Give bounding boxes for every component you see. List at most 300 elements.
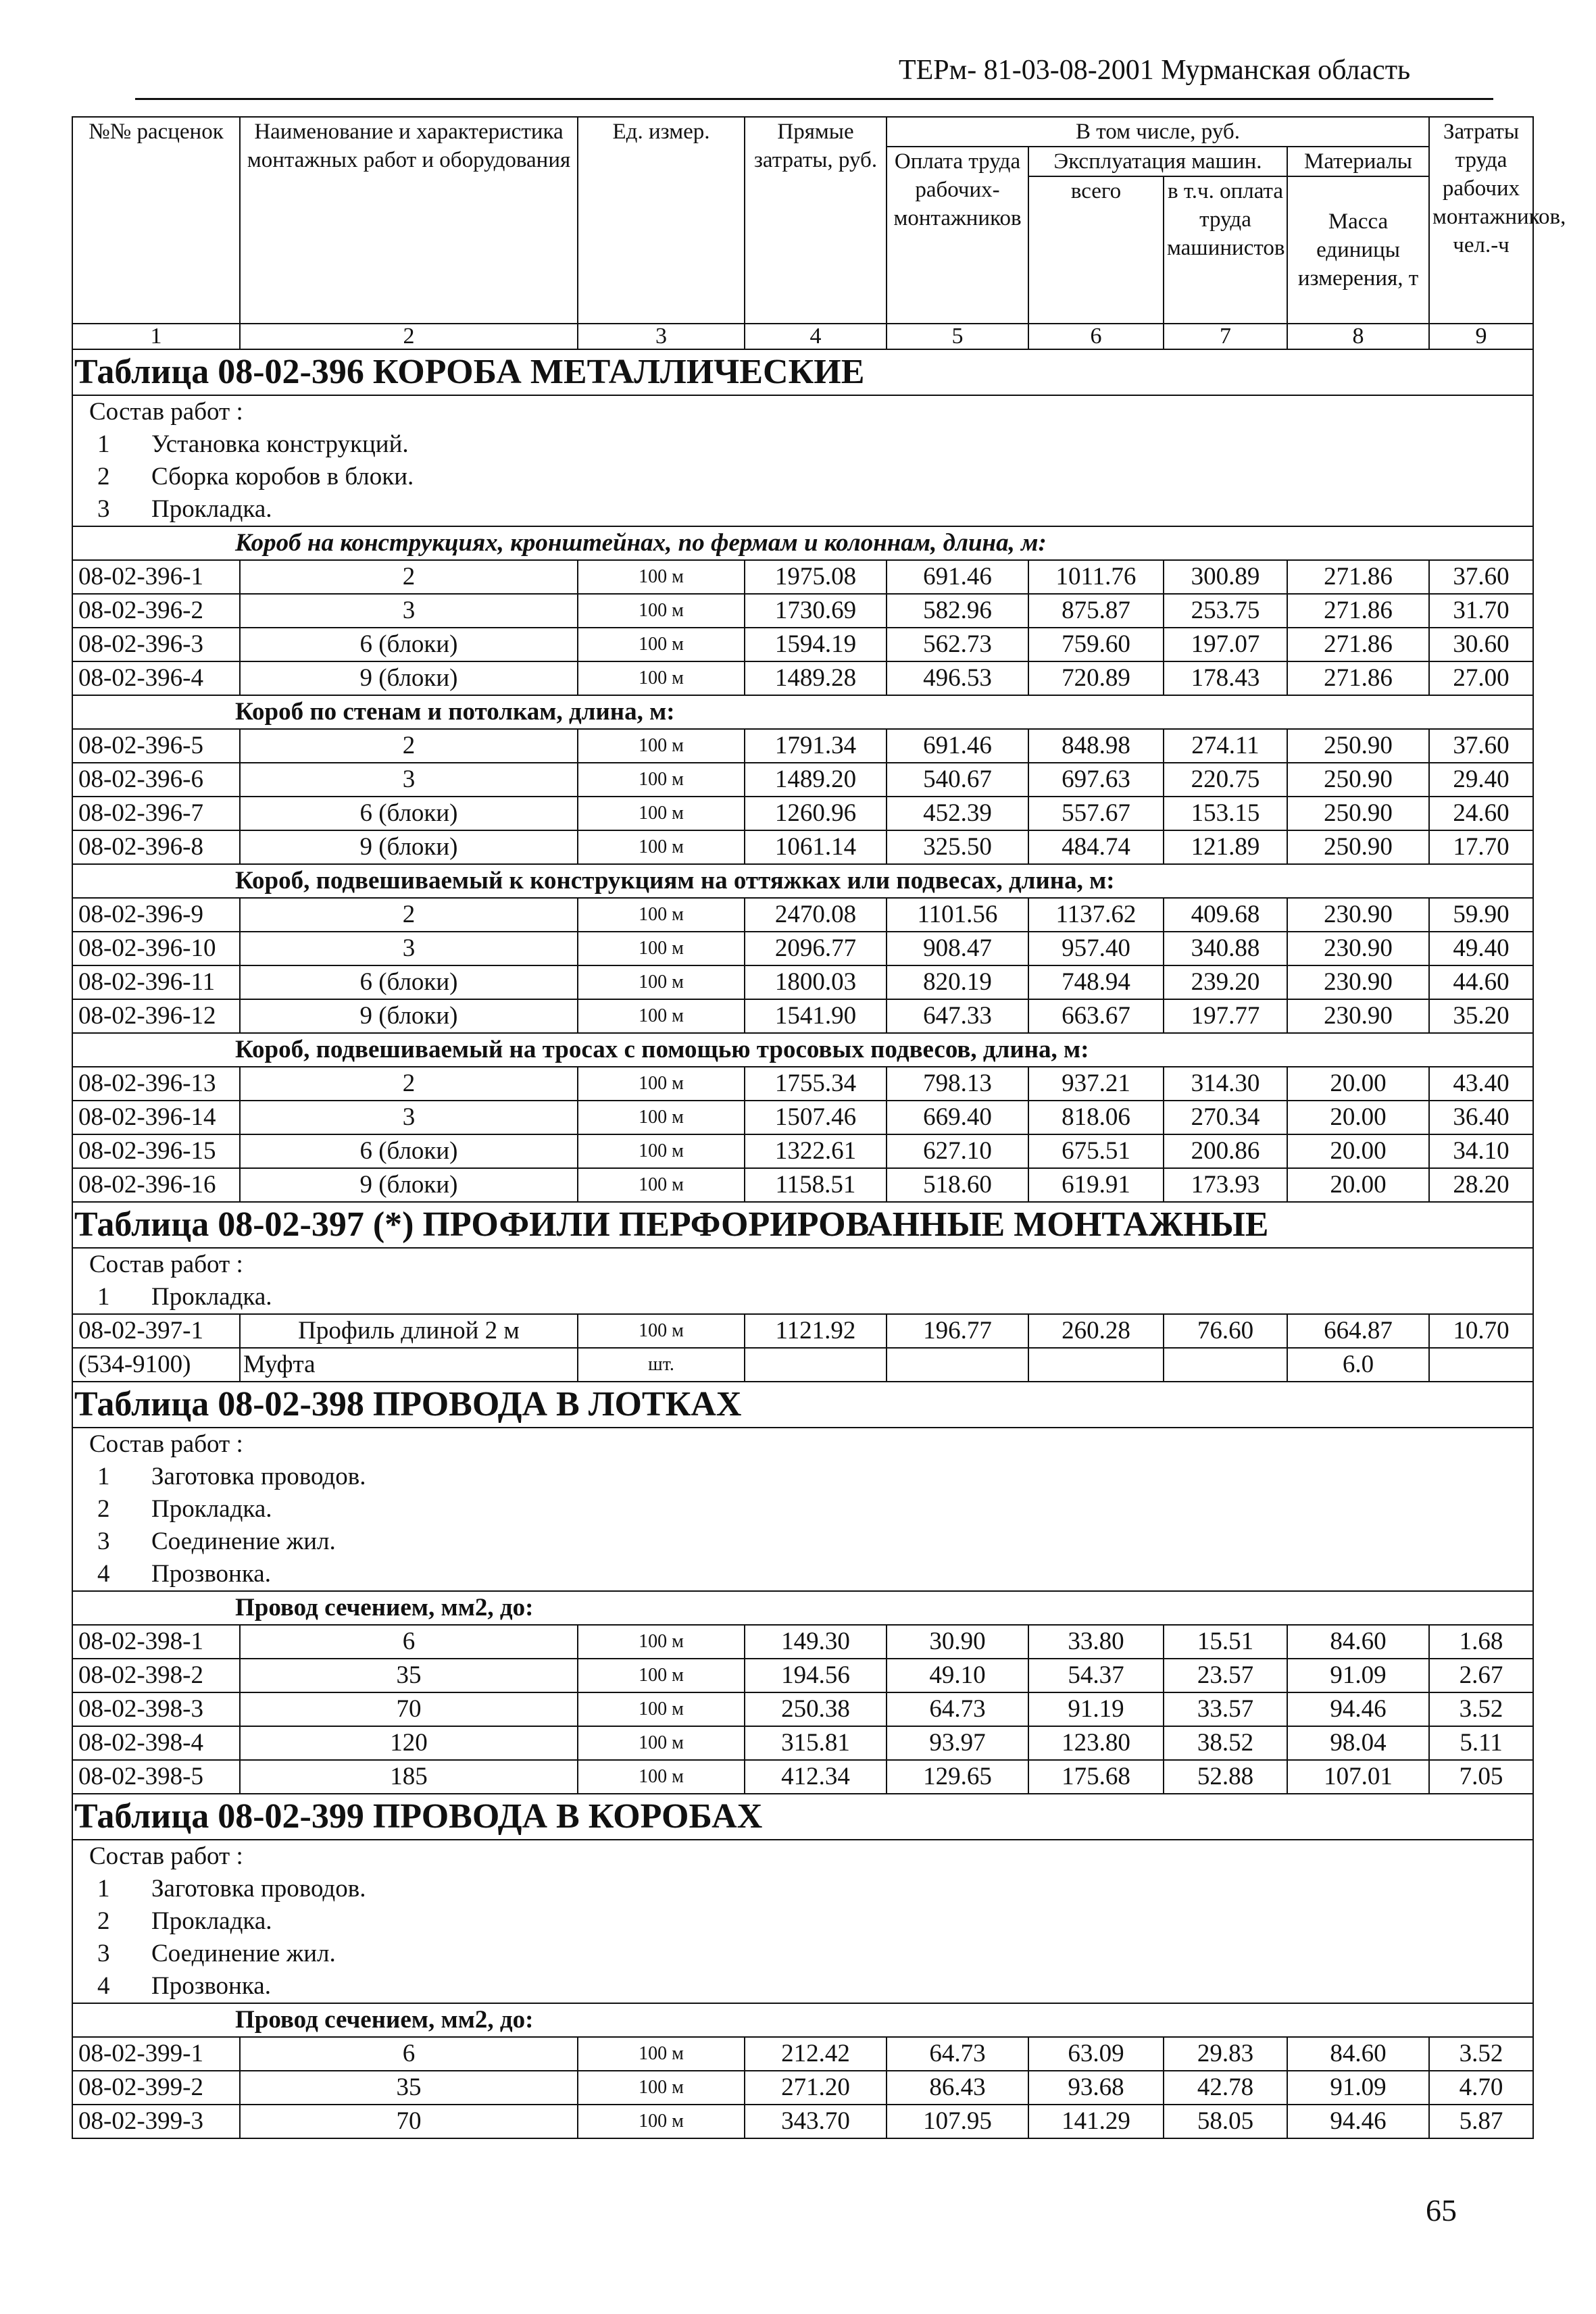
col-number: 8 — [1287, 324, 1429, 349]
rate-unit: 100 м — [578, 1760, 745, 1794]
labor-hours: 36.40 — [1429, 1101, 1533, 1134]
machines-labor: 340.88 — [1164, 932, 1287, 965]
rate-name: 9 (блоки) — [240, 661, 578, 695]
machines-labor: 29.83 — [1164, 2037, 1287, 2071]
materials-mass: 230.90 — [1287, 999, 1429, 1033]
rate-name: 9 (блоки) — [240, 830, 578, 864]
rate-code: 08-02-396-7 — [72, 797, 240, 830]
composition-row — [72, 1493, 1533, 1526]
machines-total: 875.87 — [1028, 594, 1164, 628]
table-row — [72, 1314, 1533, 1348]
col-mass-header: Масса единицы измерения, т — [1287, 176, 1429, 324]
rate-unit: 100 м — [578, 797, 745, 830]
col-number: 3 — [578, 324, 745, 349]
composition-row — [72, 428, 1533, 461]
col-machines-labor-header: в т.ч. оплата труда машинистов — [1164, 176, 1287, 324]
rate-code: 08-02-396-2 — [72, 594, 240, 628]
machines-total: 54.37 — [1028, 1659, 1164, 1692]
machines-total: 748.94 — [1028, 965, 1164, 999]
rate-code: 08-02-396-8 — [72, 830, 240, 864]
rate-unit: 100 м — [578, 594, 745, 628]
composition-step — [72, 1461, 1533, 1493]
machines-total: 175.68 — [1028, 1760, 1164, 1794]
machines-total: 260.28 — [1028, 1314, 1164, 1348]
rate-unit: 100 м — [578, 628, 745, 661]
machines-labor: 52.88 — [1164, 1760, 1287, 1794]
rate-unit: 100 м — [578, 2037, 745, 2071]
machines-total: 484.74 — [1028, 830, 1164, 864]
empty-cell — [887, 1348, 1028, 1382]
rate-code: 08-02-396-6 — [72, 763, 240, 797]
labor-hours: 24.60 — [1429, 797, 1533, 830]
labor-pay: 691.46 — [887, 560, 1028, 594]
machines-labor: 253.75 — [1164, 594, 1287, 628]
labor-pay: 107.95 — [887, 2105, 1028, 2138]
composition-row — [72, 1281, 1533, 1314]
col-unit-header: Ед. измер. — [578, 117, 745, 324]
step-text: Прозвонка. — [151, 1972, 271, 2000]
rate-unit: 100 м — [578, 1101, 745, 1134]
rate-name: 70 — [240, 2105, 578, 2138]
machines-total: 848.98 — [1028, 729, 1164, 763]
direct-cost: 1121.92 — [745, 1314, 887, 1348]
rate-name: Профиль длиной 2 м — [240, 1314, 578, 1348]
rate-unit: 100 м — [578, 965, 745, 999]
rate-name: 6 (блоки) — [240, 797, 578, 830]
machines-total: 663.67 — [1028, 999, 1164, 1033]
labor-hours: 49.40 — [1429, 932, 1533, 965]
labor-pay: 325.50 — [887, 830, 1028, 864]
col-name-header: Наименование и характеристика монтажных работ и оборудования — [240, 117, 578, 324]
machines-total: 937.21 — [1028, 1067, 1164, 1101]
step-number: 4 — [97, 1972, 110, 2000]
group-heading: Короб на конструкциях, кронштейнах, по фермам и колоннам, длина, м: — [72, 526, 1533, 560]
direct-cost: 2096.77 — [745, 932, 887, 965]
table-row — [72, 729, 1533, 763]
labor-pay: 562.73 — [887, 628, 1028, 661]
composition-step — [72, 493, 1533, 526]
material-mass: 6.0 — [1287, 1348, 1429, 1382]
direct-cost: 1594.19 — [745, 628, 887, 661]
group-heading-row — [72, 2003, 1533, 2037]
table-title-row — [72, 1794, 1533, 1840]
composition-row — [72, 1248, 1533, 1281]
machines-labor: 314.30 — [1164, 1067, 1287, 1101]
rate-unit: 100 м — [578, 1314, 745, 1348]
direct-cost: 1489.28 — [745, 661, 887, 695]
table-title-row — [72, 1382, 1533, 1428]
rate-unit: 100 м — [578, 1134, 745, 1168]
page-number: 65 — [1426, 2193, 1457, 2228]
labor-hours: 7.05 — [1429, 1760, 1533, 1794]
composition-row — [72, 1840, 1533, 1873]
rate-code: 08-02-396-13 — [72, 1067, 240, 1101]
col-number: 1 — [72, 324, 240, 349]
materials-mass: 107.01 — [1287, 1760, 1429, 1794]
direct-cost: 1755.34 — [745, 1067, 887, 1101]
direct-cost: 1322.61 — [745, 1134, 887, 1168]
step-text: Прозвонка. — [151, 1560, 271, 1588]
table-row — [72, 932, 1533, 965]
rate-name: 3 — [240, 932, 578, 965]
machines-labor: 270.34 — [1164, 1101, 1287, 1134]
table-row — [72, 1726, 1533, 1760]
rate-name: 9 (блоки) — [240, 1168, 578, 1202]
labor-hours: 4.70 — [1429, 2071, 1533, 2105]
materials-mass: 84.60 — [1287, 2037, 1429, 2071]
composition-row — [72, 1905, 1533, 1938]
labor-hours: 2.67 — [1429, 1659, 1533, 1692]
machines-labor: 178.43 — [1164, 661, 1287, 695]
col-machines-total-header: всего — [1028, 176, 1164, 324]
materials-mass: 664.87 — [1287, 1314, 1429, 1348]
col-number: 2 — [240, 324, 578, 349]
labor-hours: 34.10 — [1429, 1134, 1533, 1168]
rate-code: 08-02-398-1 — [72, 1625, 240, 1659]
materials-mass: 271.86 — [1287, 661, 1429, 695]
rate-name: 35 — [240, 1659, 578, 1692]
labor-pay: 518.60 — [887, 1168, 1028, 1202]
composition-row — [72, 1558, 1533, 1591]
materials-mass: 20.00 — [1287, 1134, 1429, 1168]
step-number: 1 — [97, 1283, 110, 1311]
machines-total: 91.19 — [1028, 1692, 1164, 1726]
materials-mass: 230.90 — [1287, 898, 1429, 932]
composition-step — [72, 1938, 1533, 1970]
rate-name: 6 — [240, 2037, 578, 2071]
labor-pay: 627.10 — [887, 1134, 1028, 1168]
empty-cell — [1164, 1348, 1287, 1382]
rate-code: 08-02-396-14 — [72, 1101, 240, 1134]
materials-mass: 20.00 — [1287, 1101, 1429, 1134]
table-row — [72, 661, 1533, 695]
machines-labor: 239.20 — [1164, 965, 1287, 999]
labor-pay: 820.19 — [887, 965, 1028, 999]
col-machines-header: Эксплуатация машин. — [1028, 147, 1287, 176]
table-row — [72, 898, 1533, 932]
labor-pay: 93.97 — [887, 1726, 1028, 1760]
labor-hours: 17.70 — [1429, 830, 1533, 864]
rate-code: 08-02-399-1 — [72, 2037, 240, 2071]
labor-pay: 196.77 — [887, 1314, 1028, 1348]
labor-hours: 5.11 — [1429, 1726, 1533, 1760]
machines-labor: 409.68 — [1164, 898, 1287, 932]
machines-total: 720.89 — [1028, 661, 1164, 695]
table-title-row — [72, 349, 1533, 395]
machines-total: 957.40 — [1028, 932, 1164, 965]
rate-name: 6 (блоки) — [240, 1134, 578, 1168]
labor-hours: 5.87 — [1429, 2105, 1533, 2138]
step-number: 2 — [97, 463, 110, 491]
step-text: Заготовка проводов. — [151, 1875, 366, 1903]
composition-row — [72, 1938, 1533, 1970]
labor-pay: 669.40 — [887, 1101, 1028, 1134]
group-heading: Провод сечением, мм2, до: — [72, 2003, 1533, 2037]
rate-name: 3 — [240, 594, 578, 628]
rate-unit: 100 м — [578, 999, 745, 1033]
labor-hours: 10.70 — [1429, 1314, 1533, 1348]
step-text: Прокладка. — [151, 1907, 272, 1935]
labor-pay: 582.96 — [887, 594, 1028, 628]
col-number: 4 — [745, 324, 887, 349]
composition-step — [72, 461, 1533, 493]
table-row — [72, 594, 1533, 628]
composition-step — [72, 1493, 1533, 1526]
labor-hours: 29.40 — [1429, 763, 1533, 797]
step-number: 2 — [97, 1495, 110, 1523]
machines-total: 1011.76 — [1028, 560, 1164, 594]
rate-unit: 100 м — [578, 2105, 745, 2138]
empty-cell — [1028, 1348, 1164, 1382]
materials-mass: 91.09 — [1287, 2071, 1429, 2105]
composition-row — [72, 1461, 1533, 1493]
machines-labor: 220.75 — [1164, 763, 1287, 797]
step-number: 1 — [97, 1875, 110, 1903]
materials-mass: 20.00 — [1287, 1168, 1429, 1202]
step-text: Прокладка. — [151, 1495, 272, 1523]
group-heading-row — [72, 695, 1533, 729]
table-row — [72, 797, 1533, 830]
rate-name: 120 — [240, 1726, 578, 1760]
machines-total: 141.29 — [1028, 2105, 1164, 2138]
direct-cost: 212.42 — [745, 2037, 887, 2071]
rate-code: 08-02-399-3 — [72, 2105, 240, 2138]
table-row — [72, 830, 1533, 864]
rate-code: 08-02-396-1 — [72, 560, 240, 594]
direct-cost: 149.30 — [745, 1625, 887, 1659]
table-row — [72, 560, 1533, 594]
rate-name: 2 — [240, 898, 578, 932]
col-number: 5 — [887, 324, 1028, 349]
composition-row — [72, 493, 1533, 526]
direct-cost: 1489.20 — [745, 763, 887, 797]
materials-mass: 250.90 — [1287, 797, 1429, 830]
labor-hours: 35.20 — [1429, 999, 1533, 1033]
col-number: 7 — [1164, 324, 1287, 349]
empty-cell — [1429, 1348, 1533, 1382]
materials-mass: 250.90 — [1287, 763, 1429, 797]
table-row — [72, 965, 1533, 999]
labor-pay: 908.47 — [887, 932, 1028, 965]
step-number: 1 — [97, 1463, 110, 1490]
machines-labor: 42.78 — [1164, 2071, 1287, 2105]
labor-pay: 691.46 — [887, 729, 1028, 763]
composition-label: Состав работ : — [72, 1248, 1533, 1281]
machines-labor: 153.15 — [1164, 797, 1287, 830]
table-title: Таблица 08-02-399 ПРОВОДА В КОРОБАХ — [72, 1794, 1533, 1840]
direct-cost: 2470.08 — [745, 898, 887, 932]
rate-name: 35 — [240, 2071, 578, 2105]
direct-cost: 194.56 — [745, 1659, 887, 1692]
rate-code: 08-02-396-4 — [72, 661, 240, 695]
rates-table — [72, 116, 1566, 2139]
labor-pay: 64.73 — [887, 1692, 1028, 1726]
labor-pay: 49.10 — [887, 1659, 1028, 1692]
rate-name: 70 — [240, 1692, 578, 1726]
table-title: Таблица 08-02-397 (*) ПРОФИЛИ ПЕРФОРИРОВАННЫЕ МОНТАЖНЫЕ — [72, 1202, 1533, 1248]
materials-mass: 250.90 — [1287, 830, 1429, 864]
labor-hours: 27.00 — [1429, 661, 1533, 695]
machines-labor: 58.05 — [1164, 2105, 1287, 2138]
materials-mass: 20.00 — [1287, 1067, 1429, 1101]
materials-mass: 94.46 — [1287, 1692, 1429, 1726]
materials-mass: 271.86 — [1287, 628, 1429, 661]
table-row — [72, 1101, 1533, 1134]
rate-unit: 100 м — [578, 763, 745, 797]
group-heading: Короб, подвешиваемый на тросах с помощью тросовых подвесов, длина, м: — [72, 1033, 1533, 1067]
machines-labor: 300.89 — [1164, 560, 1287, 594]
machines-labor: 197.77 — [1164, 999, 1287, 1033]
machines-labor: 200.86 — [1164, 1134, 1287, 1168]
labor-hours: 31.70 — [1429, 594, 1533, 628]
labor-hours: 59.90 — [1429, 898, 1533, 932]
header-rule — [135, 98, 1493, 100]
step-number: 3 — [97, 1940, 110, 1967]
table-row — [72, 763, 1533, 797]
rate-code: 08-02-396-15 — [72, 1134, 240, 1168]
group-heading: Провод сечением, мм2, до: — [72, 1591, 1533, 1625]
composition-step — [72, 1558, 1533, 1591]
machines-labor: 274.11 — [1164, 729, 1287, 763]
step-number: 2 — [97, 1907, 110, 1935]
materials-mass: 271.86 — [1287, 560, 1429, 594]
group-heading-row — [72, 1591, 1533, 1625]
machines-total: 759.60 — [1028, 628, 1164, 661]
rate-code: 08-02-396-16 — [72, 1168, 240, 1202]
material-unit: шт. — [578, 1348, 745, 1382]
table-title: Таблица 08-02-396 КОРОБА МЕТАЛЛИЧЕСКИЕ — [72, 349, 1533, 395]
rate-code: 08-02-398-5 — [72, 1760, 240, 1794]
rate-unit: 100 м — [578, 2071, 745, 2105]
step-text: Соединение жил. — [151, 1940, 336, 1967]
material-code: (534-9100) — [72, 1348, 240, 1382]
direct-cost: 1791.34 — [745, 729, 887, 763]
rate-code: 08-02-396-12 — [72, 999, 240, 1033]
direct-cost: 271.20 — [745, 2071, 887, 2105]
page-header: ТЕРм- 81-03-08-2001 Мурманская область — [899, 55, 1411, 86]
direct-cost: 1800.03 — [745, 965, 887, 999]
composition-step — [72, 1281, 1533, 1314]
direct-cost: 1975.08 — [745, 560, 887, 594]
col-number: 9 — [1429, 324, 1533, 349]
table-row — [72, 1067, 1533, 1101]
composition-row — [72, 1428, 1533, 1461]
direct-cost: 1507.46 — [745, 1101, 887, 1134]
materials-mass: 98.04 — [1287, 1726, 1429, 1760]
table-row — [72, 1625, 1533, 1659]
step-number: 3 — [97, 495, 110, 523]
column-numbers-row — [72, 324, 1533, 349]
composition-label: Состав работ : — [72, 395, 1533, 428]
direct-cost: 412.34 — [745, 1760, 887, 1794]
machines-total: 33.80 — [1028, 1625, 1164, 1659]
step-text: Прокладка. — [151, 1283, 272, 1311]
rate-name: 3 — [240, 763, 578, 797]
rate-unit: 100 м — [578, 560, 745, 594]
composition-row — [72, 1970, 1533, 2003]
empty-cell — [745, 1348, 887, 1382]
labor-pay: 86.43 — [887, 2071, 1028, 2105]
materials-mass: 230.90 — [1287, 932, 1429, 965]
composition-row — [72, 461, 1533, 493]
rate-code: 08-02-396-9 — [72, 898, 240, 932]
machines-total: 93.68 — [1028, 2071, 1164, 2105]
step-text: Соединение жил. — [151, 1528, 336, 1555]
table-row — [72, 2105, 1533, 2138]
material-row — [72, 1348, 1533, 1382]
composition-step — [72, 1970, 1533, 2003]
table-row — [72, 1692, 1533, 1726]
machines-labor: 15.51 — [1164, 1625, 1287, 1659]
step-text: Сборка коробов в блоки. — [151, 463, 414, 491]
table-row — [72, 628, 1533, 661]
rate-name: 6 (блоки) — [240, 965, 578, 999]
table-row — [72, 1134, 1533, 1168]
rate-unit: 100 м — [578, 898, 745, 932]
group-heading-row — [72, 1033, 1533, 1067]
composition-step — [72, 1873, 1533, 1905]
step-text: Установка конструкций. — [151, 430, 409, 458]
rate-code: 08-02-396-5 — [72, 729, 240, 763]
table-row — [72, 1168, 1533, 1202]
labor-pay: 798.13 — [887, 1067, 1028, 1101]
labor-pay: 1101.56 — [887, 898, 1028, 932]
composition-step — [72, 1526, 1533, 1558]
table-row — [72, 999, 1533, 1033]
rate-unit: 100 м — [578, 1067, 745, 1101]
machines-total: 818.06 — [1028, 1101, 1164, 1134]
labor-hours: 3.52 — [1429, 1692, 1533, 1726]
rate-name: 2 — [240, 560, 578, 594]
col-labor-header: Оплата труда рабочих-монтажников — [887, 147, 1028, 324]
group-heading: Короб по стенам и потолкам, длина, м: — [72, 695, 1533, 729]
labor-hours: 37.60 — [1429, 729, 1533, 763]
rate-code: 08-02-396-3 — [72, 628, 240, 661]
labor-pay: 30.90 — [887, 1625, 1028, 1659]
labor-hours: 37.60 — [1429, 560, 1533, 594]
labor-hours: 28.20 — [1429, 1168, 1533, 1202]
rate-unit: 100 м — [578, 661, 745, 695]
rate-unit: 100 м — [578, 1692, 745, 1726]
col-number: 6 — [1028, 324, 1164, 349]
rate-name: 185 — [240, 1760, 578, 1794]
direct-cost: 1260.96 — [745, 797, 887, 830]
rate-unit: 100 м — [578, 1168, 745, 1202]
rate-unit: 100 м — [578, 1625, 745, 1659]
labor-pay: 129.65 — [887, 1760, 1028, 1794]
composition-row — [72, 395, 1533, 428]
rate-unit: 100 м — [578, 1659, 745, 1692]
labor-pay: 540.67 — [887, 763, 1028, 797]
machines-total: 619.91 — [1028, 1168, 1164, 1202]
machines-total: 123.80 — [1028, 1726, 1164, 1760]
labor-pay: 64.73 — [887, 2037, 1028, 2071]
rate-name: 2 — [240, 729, 578, 763]
labor-hours: 43.40 — [1429, 1067, 1533, 1101]
machines-total: 675.51 — [1028, 1134, 1164, 1168]
rate-code: 08-02-396-11 — [72, 965, 240, 999]
material-name: Муфта — [240, 1348, 578, 1382]
col-code-header: №№ расценок — [72, 117, 240, 324]
labor-hours: 30.60 — [1429, 628, 1533, 661]
step-number: 4 — [97, 1560, 110, 1588]
machines-total: 1137.62 — [1028, 898, 1164, 932]
direct-cost: 250.38 — [745, 1692, 887, 1726]
col-hours-header: Затраты труда рабочих монтажников, чел.-ч — [1429, 117, 1533, 324]
rate-unit: 100 м — [578, 830, 745, 864]
rate-code: 08-02-398-3 — [72, 1692, 240, 1726]
rate-name: 2 — [240, 1067, 578, 1101]
